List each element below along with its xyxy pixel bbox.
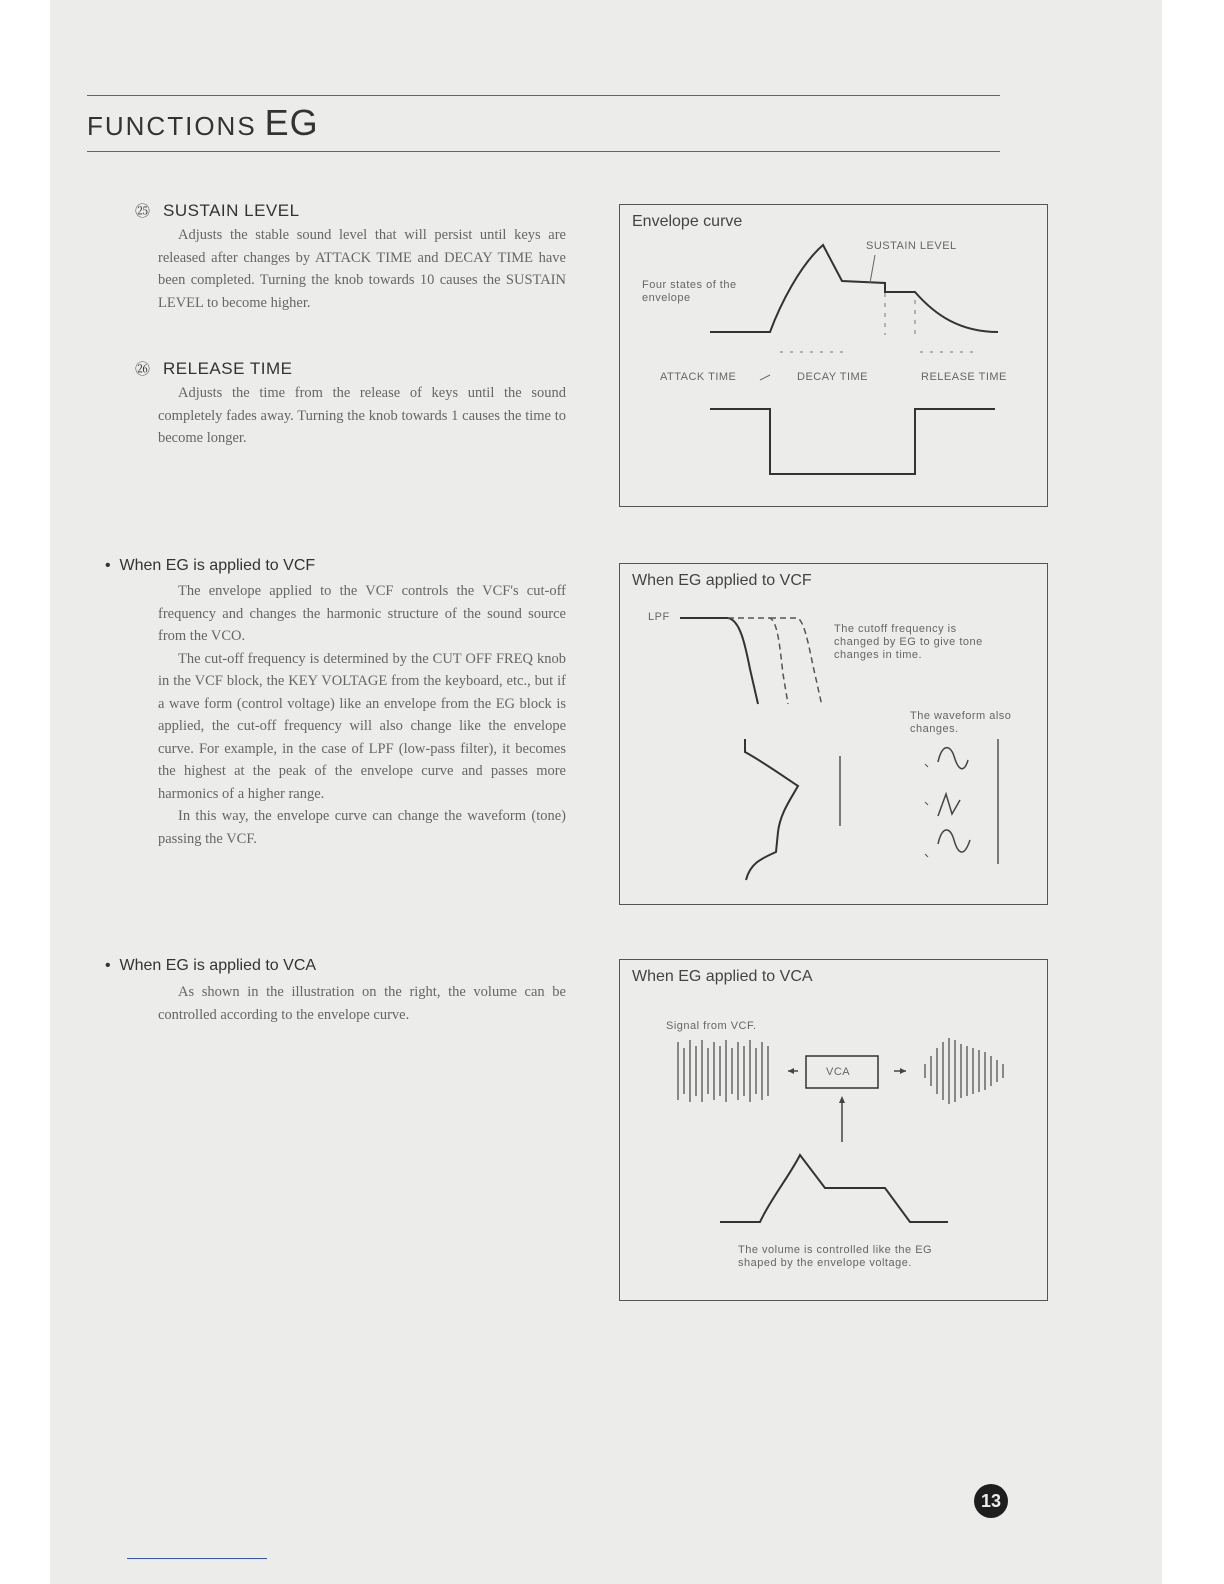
volume-note: The volume is controlled like the EG shaped by the envelope voltage. (738, 1244, 933, 1269)
vcf-figure-title: When EG applied to VCF (632, 572, 812, 589)
envelope-figure-title: Envelope curve (632, 213, 743, 230)
release-description: Adjusts the time from the release of keys until the sound completely fades away. Turning the knob towards 1 causes the time to become longer. (158, 385, 566, 446)
cutoff-note: The cutoff frequency is changed by EG to give tone changes in time. (834, 623, 983, 661)
vcf-title: When EG is applied to VCF (119, 557, 316, 574)
envelope-curve-figure (619, 204, 1048, 507)
sustain-number: ㉕ (135, 203, 151, 220)
sustain-title: SUSTAIN LEVEL (163, 201, 300, 220)
release-title: RELEASE TIME (163, 359, 293, 378)
page-title (87, 102, 319, 144)
four-states-label: Four states of the envelope (642, 279, 737, 304)
vcf-description (158, 580, 566, 850)
release-heading (135, 358, 292, 379)
waveform-note: The waveform also changes. (910, 710, 1012, 735)
vcf-heading (105, 557, 315, 575)
release-time-label: RELEASE TIME (921, 371, 1007, 383)
vca-box-label: VCA (826, 1066, 851, 1078)
header-top-rule (87, 95, 1000, 96)
envelope-diagram (620, 205, 1047, 506)
vcf-paragraph-1: The envelope applied to the VCF controls the VCF's cut-off frequency and changes the harmonic structure of the sound source from the VCO. (158, 583, 566, 644)
attack-time-label: ATTACK TIME (660, 371, 737, 383)
vca-figure (619, 959, 1048, 1301)
vcf-paragraph-2: The cut-off frequency is determined by the CUT OFF FREQ knob in the VCF block, the KEY VOLTAGE from the keyboard, etc., but if a wave form (control voltage) like an envelope from the EG block is applied, the cut-off frequency will also change like the envelope curve. For example, in the case of LPF (low-pass filter), it becomes the highest at the peak of the envelope curve and passes more harmonics of a higher range. (158, 650, 566, 802)
lpf-label: LPF (648, 611, 670, 623)
vcf-bullet: • (105, 557, 111, 574)
title-eg: EG (264, 102, 319, 143)
vca-figure-title: When EG applied to VCA (632, 968, 813, 985)
footer-link-underline (127, 1558, 267, 1559)
vca-title: When EG is applied to VCA (119, 957, 317, 974)
vca-heading (105, 957, 316, 975)
vca-bullet: • (105, 957, 111, 974)
release-number: ㉖ (135, 361, 151, 378)
sustain-level-label: SUSTAIN LEVEL (866, 240, 957, 252)
decay-time-label: DECAY TIME (797, 371, 869, 383)
scan-margin (0, 0, 50, 1584)
signal-label: Signal from VCF. (666, 1020, 757, 1032)
vcf-figure (619, 563, 1048, 905)
vcf-paragraph-3: In this way, the envelope curve can change the waveform (tone) passing the VCF. (158, 808, 566, 847)
header-bottom-rule (87, 151, 1000, 152)
title-functions: FUNCTIONS (87, 111, 257, 141)
sustain-description: Adjusts the stable sound level that will persist until keys are released after changes by ATTACK TIME and DECAY TIME have been completed. Turning the knob towards 10 causes the SUSTAIN LEVEL to become higher. (158, 227, 566, 311)
sustain-heading (135, 200, 300, 221)
page-number: 13 (974, 1484, 1008, 1518)
vca-description: As shown in the illustration on the right, the volume can be controlled according to the envelope curve. (158, 984, 566, 1023)
